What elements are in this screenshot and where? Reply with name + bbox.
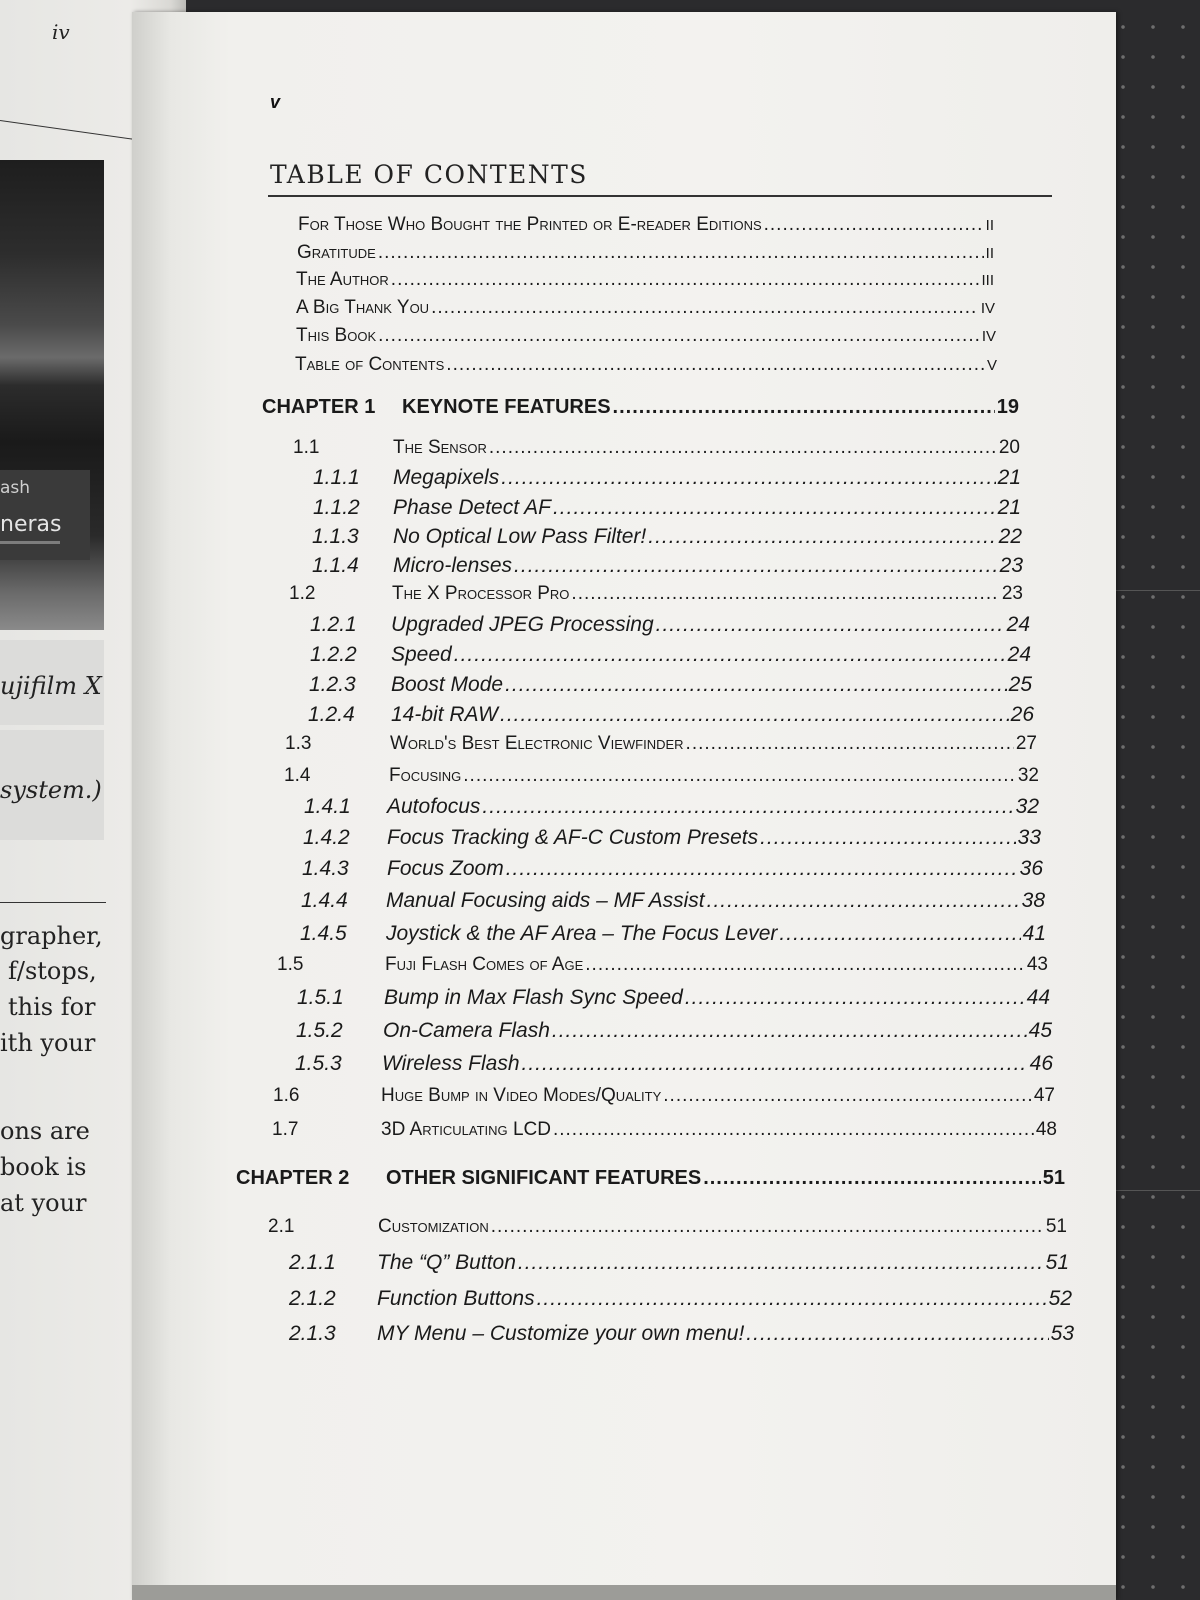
- toc-entry-number: 1.4.5: [300, 922, 347, 945]
- toc-entry-page: 21: [997, 466, 1021, 489]
- toc-entry-label: Bump in Max Flash Sync Speed: [384, 986, 683, 1009]
- toc-leader: [391, 269, 980, 291]
- toc-leader: [518, 1251, 1044, 1275]
- toc-entry-label: Table of Contents: [295, 354, 445, 375]
- page-number: v: [270, 92, 281, 112]
- toc-entry-page: 23: [1001, 583, 1023, 604]
- toc-entry-label: Joystick & the AF Area – The Focus Lever: [386, 922, 778, 945]
- toc-entry-page: 51: [1045, 1251, 1069, 1274]
- toc-entry-page: 20: [998, 437, 1020, 458]
- toc-entry-page: V: [986, 357, 997, 374]
- toc-entry-number: 1.4: [284, 765, 311, 786]
- toc-entry-page: 27: [1015, 733, 1037, 754]
- toc-entry-page: 21: [997, 496, 1021, 519]
- toc-entry: [312, 554, 1023, 578]
- toc-entry: [313, 496, 1021, 520]
- toc-front-matter-entry: [297, 242, 994, 264]
- toc-front-matter-entry: [295, 354, 997, 376]
- toc-entry: [312, 525, 1022, 549]
- toc-entry-page: 43: [1026, 954, 1048, 975]
- toc-entry-label: This Book: [296, 325, 377, 346]
- toc-entry-number: 2.1: [268, 1216, 295, 1237]
- toc-entry-page: 19: [996, 396, 1019, 418]
- toc-leader: [760, 826, 1016, 850]
- toc-entry-label: No Optical Low Pass Filter!: [393, 525, 647, 548]
- toc-entry-label: Upgraded JPEG Processing: [391, 613, 654, 636]
- toc-entry-number: 1.2.3: [309, 673, 356, 696]
- toc-entry-label: Focus Zoom: [387, 857, 504, 880]
- toc-chapter-number: CHAPTER 1: [262, 396, 376, 418]
- toc-leader: [522, 1052, 1028, 1076]
- toc-entry-page: 51: [1045, 1216, 1067, 1237]
- toc-entry-page: 36: [1019, 857, 1043, 880]
- toc-entry: [285, 733, 1037, 755]
- toc-chapter-number: CHAPTER 2: [236, 1167, 350, 1189]
- toc-entry-number: 2.1.3: [289, 1322, 336, 1345]
- toc-entry-page: 46: [1029, 1052, 1053, 1075]
- toc-entry: [289, 1322, 1074, 1346]
- page-title: TABLE OF CONTENTS: [270, 160, 588, 189]
- toc-entry-label: Speed: [391, 643, 452, 666]
- left-text-fragment: book is: [0, 1153, 87, 1181]
- toc-entry-page: 52: [1048, 1287, 1072, 1310]
- left-photo-text: ash: [0, 478, 31, 498]
- toc-entry-page: 53: [1050, 1322, 1074, 1345]
- toc-entry-label: The Author: [296, 269, 389, 290]
- toc-entry: [297, 986, 1050, 1010]
- left-photo-text: neras: [0, 512, 62, 537]
- toc-entry-page: 32: [1017, 765, 1039, 786]
- toc-leader: [514, 554, 998, 578]
- toc-entry-page: 41: [1022, 922, 1046, 945]
- toc-leader: [585, 954, 1025, 976]
- toc-entry: [310, 613, 1030, 637]
- toc-entry-page: 24: [1007, 643, 1031, 666]
- toc-leader: [378, 242, 984, 264]
- toc-entry-number: 1.4.2: [303, 826, 350, 849]
- toc-entry: [289, 1251, 1069, 1275]
- toc-entry-label: World's Best Electronic Viewfinder: [390, 733, 684, 754]
- toc-leader: [663, 1085, 1032, 1107]
- toc-entry-label: The X Processor Pro: [392, 583, 570, 604]
- toc-entry-page: 32: [1015, 795, 1039, 818]
- toc-entry-page: IV: [980, 300, 995, 317]
- toc-entry-page: 45: [1028, 1019, 1052, 1042]
- toc-entry-page: II: [985, 217, 994, 234]
- toc-front-matter-entry: [296, 269, 994, 291]
- toc-entry: [309, 673, 1032, 697]
- left-text-fragment: this for: [8, 993, 96, 1021]
- toc-entry: [296, 1019, 1052, 1043]
- toc-entry-number: 2.1.1: [289, 1251, 336, 1274]
- toc-entry-page: 47: [1033, 1085, 1055, 1106]
- toc-leader: [648, 525, 996, 549]
- toc-leader: [707, 889, 1020, 913]
- toc-entry-label: Customization: [378, 1216, 489, 1237]
- toc-leader: [779, 922, 1020, 946]
- toc-entry-page: 24: [1006, 613, 1030, 636]
- toc-entry-number: 2.1.2: [289, 1287, 336, 1310]
- toc-entry-number: 1.1.4: [312, 554, 359, 577]
- toc-entry-number: 1.5.3: [295, 1052, 342, 1075]
- toc-entry-label: Manual Focusing aids – MF Assist: [386, 889, 705, 912]
- toc-leader: [482, 795, 1013, 819]
- toc-entry-label: Huge Bump in Video Modes/Quality: [381, 1085, 662, 1106]
- left-text-fragment: ons are: [0, 1117, 90, 1145]
- toc-entry-number: 1.4.4: [301, 889, 348, 912]
- toc-entry-page: III: [981, 272, 994, 289]
- toc-chapter-entry: [236, 1167, 1065, 1190]
- left-text-fragment: f/stops,: [8, 957, 97, 985]
- toc-entry-label: Megapixels: [393, 466, 500, 489]
- left-text-fragment: grapher,: [0, 922, 103, 950]
- toc-entry-number: 1.5.2: [296, 1019, 343, 1042]
- toc-entry: [300, 922, 1046, 946]
- toc-entry-page: 22: [998, 525, 1022, 548]
- toc-leader: [491, 1216, 1044, 1238]
- toc-chapter-title: OTHER SIGNIFICANT FEATURES: [386, 1167, 702, 1189]
- toc-entry-number: 1.6: [273, 1085, 300, 1106]
- toc-leader: [489, 437, 997, 459]
- toc-entry-label: 3D Articulating LCD: [381, 1119, 551, 1140]
- toc-entry-page: 44: [1026, 986, 1050, 1009]
- toc-leader: [686, 733, 1014, 755]
- toc-leader: [505, 673, 1007, 697]
- toc-entry-number: 1.2.1: [310, 613, 357, 636]
- toc-entry-label: On-Camera Flash: [383, 1019, 550, 1042]
- toc-front-matter-entry: [296, 297, 995, 319]
- toc-entry-label: Focus Tracking & AF-C Custom Presets: [387, 826, 759, 849]
- toc-entry-label: The “Q” Button: [377, 1251, 516, 1274]
- toc-leader: [537, 1287, 1047, 1311]
- toc-entry-number: 1.5: [277, 954, 304, 975]
- toc-leader: [703, 1167, 1041, 1190]
- toc-entry-page: 33: [1017, 826, 1041, 849]
- toc-entry: [308, 703, 1034, 727]
- toc-entry-number: 1.2: [289, 583, 316, 604]
- toc-entry-label: Fuji Flash Comes of Age: [385, 954, 584, 975]
- toc-entry-page: 23: [999, 554, 1023, 577]
- toc-entry: [310, 643, 1031, 667]
- toc-leader: [764, 214, 984, 236]
- toc-entry-label: Boost Mode: [391, 673, 504, 696]
- toc-entry-label: Autofocus: [387, 795, 481, 818]
- toc-entry-label: A Big Thank You: [296, 297, 430, 318]
- toc-chapter-entry: [262, 396, 1019, 419]
- toc-entry-label: Function Buttons: [377, 1287, 535, 1310]
- toc-entry-page: II: [985, 245, 994, 262]
- toc-leader: [500, 703, 1009, 727]
- toc-entry-number: 1.5.1: [297, 986, 344, 1009]
- toc-entry-number: 1.1.3: [312, 525, 359, 548]
- toc-entry: [303, 826, 1041, 850]
- toc-entry: [289, 583, 1023, 605]
- toc-leader: [613, 396, 995, 419]
- toc-entry-number: 1.1.2: [313, 496, 360, 519]
- left-text-fragment: at your: [0, 1189, 87, 1217]
- toc-leader: [553, 1119, 1034, 1141]
- toc-entry: [304, 795, 1039, 819]
- toc-leader: [552, 1019, 1027, 1043]
- toc-entry-label: Phase Detect AF: [393, 496, 551, 519]
- toc-front-matter-entry: [298, 214, 994, 236]
- toc-entry: [289, 1287, 1072, 1311]
- toc-leader: [446, 354, 985, 376]
- toc-entry-label: Gratitude: [297, 242, 376, 263]
- toc-entry-number: 1.7: [272, 1119, 299, 1140]
- toc-entry-number: 1.1: [293, 437, 320, 458]
- toc-entry-label: 14-bit RAW: [391, 703, 498, 726]
- toc-entry-page: 26: [1010, 703, 1034, 726]
- toc-leader: [506, 857, 1018, 881]
- toc-entry-page: 51: [1042, 1167, 1065, 1189]
- toc-entry-page: 25: [1008, 673, 1032, 696]
- toc-entry-label: Micro-lenses: [393, 554, 513, 577]
- toc-leader: [463, 765, 1016, 787]
- toc-entry: [272, 1119, 1057, 1141]
- toc-entry-page: IV: [981, 328, 996, 345]
- toc-leader: [454, 643, 1006, 667]
- toc-entry-label: Focusing: [389, 765, 462, 786]
- toc-entry-page: 48: [1035, 1119, 1057, 1140]
- toc-entry: [301, 889, 1045, 913]
- toc-front-matter-entry: [296, 325, 996, 347]
- toc-entry-number: 1.3: [285, 733, 312, 754]
- toc-leader: [746, 1322, 1048, 1346]
- toc-entry: [302, 857, 1043, 881]
- toc-chapter-title: KEYNOTE FEATURES: [402, 396, 611, 418]
- toc-leader: [378, 325, 980, 347]
- toc-entry-number: 1.2.2: [310, 643, 357, 666]
- toc-entry-number: 1.4.1: [304, 795, 351, 818]
- toc-leader: [656, 613, 1005, 637]
- toc-entry: [277, 954, 1048, 976]
- left-text-fragment: ujifilm X: [0, 672, 102, 700]
- toc-leader: [553, 496, 996, 520]
- toc-entry: [273, 1085, 1055, 1107]
- toc-entry-label: The Sensor: [393, 437, 487, 458]
- toc-entry: [268, 1216, 1067, 1238]
- toc-leader: [501, 466, 995, 490]
- toc-leader: [431, 297, 979, 319]
- left-text-fragment: system.): [0, 776, 102, 804]
- toc-entry-label: For Those Who Bought the Printed or E-reader Editions: [298, 214, 762, 235]
- toc-entry-number: 1.4.3: [302, 857, 349, 880]
- toc-entry: [293, 437, 1020, 459]
- toc-entry: [295, 1052, 1053, 1076]
- toc-entry: [284, 765, 1039, 787]
- toc-leader: [571, 583, 999, 605]
- toc-entry-page: 38: [1021, 889, 1045, 912]
- toc-entry-label: Wireless Flash: [382, 1052, 520, 1075]
- toc-leader: [685, 986, 1025, 1010]
- toc-entry-number: 1.1.1: [313, 466, 360, 489]
- left-page-number: iv: [52, 20, 70, 44]
- left-text-fragment: ith your: [0, 1029, 96, 1057]
- toc-entry: [313, 466, 1021, 490]
- toc-entry-label: MY Menu – Customize your own menu!: [377, 1322, 745, 1345]
- toc-entry-number: 1.2.4: [308, 703, 355, 726]
